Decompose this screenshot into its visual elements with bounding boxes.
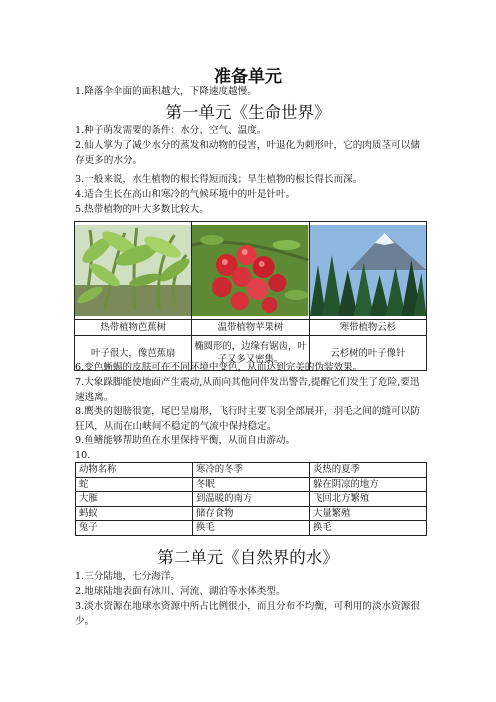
apple-tree-photo <box>192 222 309 320</box>
table-cell: 储存食物 <box>193 506 310 521</box>
plant-desc-temperate: 椭圆形的，边缘有锯齿，叶子又多又密集。 <box>192 336 309 371</box>
unit1-item-3: 3.一般来说，水生植物的根长得短而浅；旱生植物的根长得长而深。 <box>75 174 363 185</box>
table-row <box>76 521 427 536</box>
unit1-item-7: 7.大象跺脚能使地面产生震动,从而向其他同伴发出警告,提醒它们发生了危险,要迅速逃离。 <box>75 377 420 403</box>
spruce-forest-photo <box>309 222 426 320</box>
table-cell: 冬眠 <box>193 477 310 492</box>
unit1-item-5: 5.热带植物的叶大多数比较大。 <box>75 204 209 215</box>
table-cell: 蚂蚁 <box>76 506 193 521</box>
table-row <box>76 506 427 521</box>
unit1-item-6: 6.变色蜥蜴的皮肤可在不同环境中变色，从而达到完美的伪装效果。 <box>75 362 363 373</box>
unit2-item-1: 1.三分陆地，七分海洋。 <box>75 571 181 582</box>
table-cell: 大量繁殖 <box>310 506 427 521</box>
unit2-item-3: 3.淡水资源在地球水资源中所占比例很小，而且分布不均衡，可利用的淡水资源很少。 <box>75 601 420 627</box>
prep-unit-title: 准备单元 <box>214 67 282 87</box>
table-cell: 蛇 <box>76 477 193 492</box>
table-header-cell: 动物名称 <box>76 463 193 478</box>
unit1-item-8: 8.鹰类的翅膀很宽，尾巴呈扇形，飞行时主要飞羽全部展开，羽毛之间的缝可以防狂风，从而在山峡间不稳定的气流中保持稳定。 <box>75 406 420 432</box>
animal-season-table <box>75 462 427 536</box>
plant-header-tropical: 热带植物芭蕉树 <box>75 320 192 336</box>
table-cell: 躲在阴凉的地方 <box>310 477 427 492</box>
unit2-item-2: 2.地球陆地表面有冰川、河流、湖泊等水体类型。 <box>75 586 286 597</box>
table-cell: 换毛 <box>310 521 427 536</box>
plant-header-temperate: 温带植物苹果树 <box>192 320 309 336</box>
table-cell: 兔子 <box>76 521 193 536</box>
unit1-item-1: 1.种子萌发需要的条件：水分、空气、温度。 <box>75 125 267 136</box>
table-row <box>76 477 427 492</box>
plant-comparison-table <box>74 221 427 371</box>
table-header-cell: 寒冷的冬季 <box>193 463 310 478</box>
prep-item-1: 1.降落伞伞面的面积越大，下降速度越慢。 <box>75 86 257 97</box>
table-header-row <box>76 463 427 478</box>
plant-header-cold: 寒带植物云杉 <box>309 320 426 336</box>
plant-desc-cold: 云杉树的叶子像针 <box>309 336 426 371</box>
unit1-item-4: 4.适合生长在高山和寒冷的气候环境中的叶是针叶。 <box>75 189 296 200</box>
unit1-item-10: 10. <box>75 450 91 461</box>
unit1-item-9: 9.鱼鳍能够帮助鱼在水里保持平衡，从而自由游动。 <box>75 435 296 446</box>
table-cell: 大雁 <box>76 492 193 507</box>
unit1-title: 第一单元《生命世界》 <box>165 103 331 122</box>
table-row <box>76 492 427 507</box>
table-cell: 到温暖的南方 <box>193 492 310 507</box>
plant-desc-tropical: 叶子很大，像芭蕉扇 <box>75 336 192 371</box>
unit2-title: 第二单元《自然界的水》 <box>157 548 339 567</box>
banana-tree-photo <box>75 222 192 320</box>
unit1-item-2: 2.仙人掌为了减少水分的蒸发和动物的侵害，叶退化为刺形叶，它的肉质茎可以储存更多的水分。 <box>75 140 420 166</box>
table-header-cell: 炎热的夏季 <box>310 463 427 478</box>
table-cell: 换毛 <box>193 521 310 536</box>
table-cell: 飞回北方繁殖 <box>310 492 427 507</box>
